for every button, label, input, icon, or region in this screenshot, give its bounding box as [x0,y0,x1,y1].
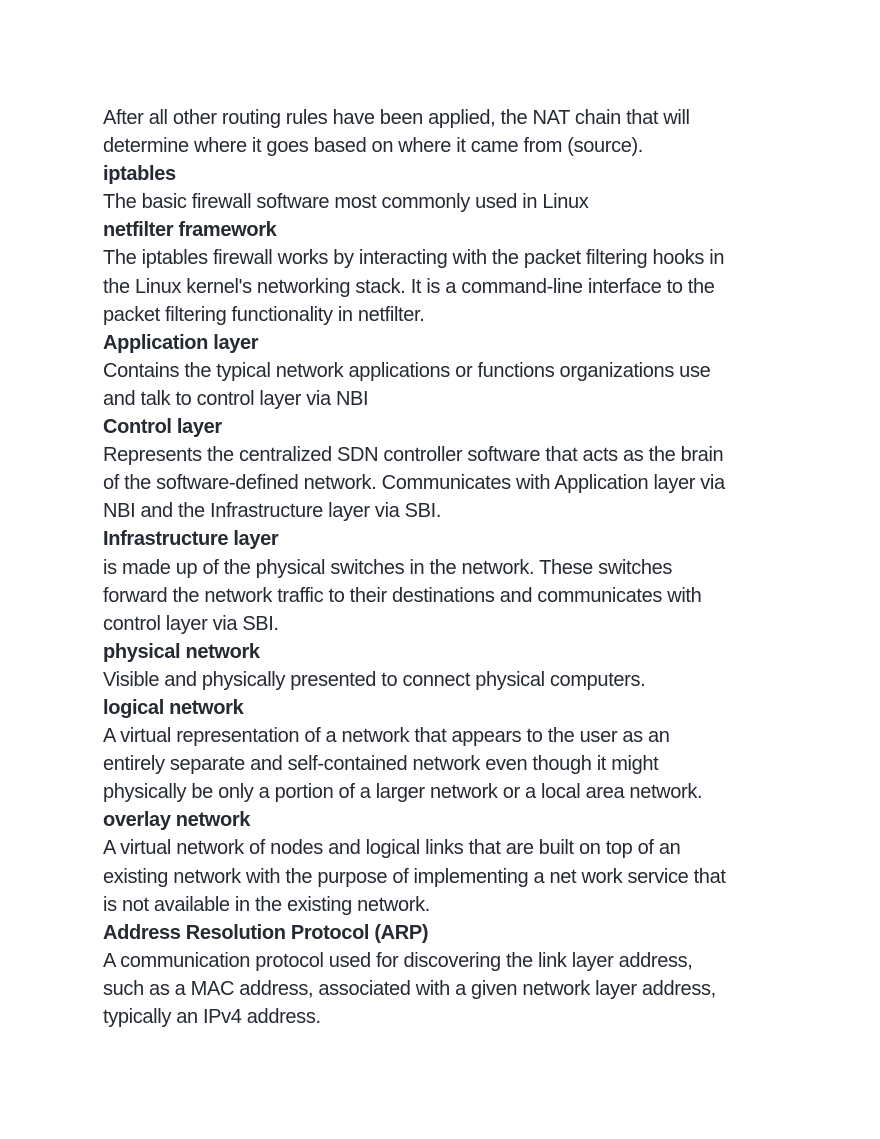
glossary-definition-line: is made up of the physical switches in the network. These switches [103,556,673,579]
intro-text-line: After all other routing rules have been applied, the NAT chain that will [103,107,690,129]
glossary-term: netfilter framework [103,219,277,242]
glossary-definition-line: A communication protocol used for discovering the link layer address, [103,949,693,972]
glossary-definition-line: and talk to control layer via NBI [103,387,369,410]
glossary-definition-line: Represents the centralized SDN controller software that acts as the brain [103,444,724,467]
glossary-definition-line: Contains the typical network applications or functions organizations use [103,359,711,382]
glossary-definition-line: The iptables firewall works by interacting with the packet filtering hooks in [103,247,725,270]
glossary-definition-line: entirely separate and self-contained network even though it might [103,753,659,776]
glossary-term: iptables [103,163,176,186]
glossary-term: overlay network [103,809,251,832]
glossary-document [103,104,803,1031]
glossary-definition-line: NBI and the Infrastructure layer via SBI. [103,500,442,523]
glossary-definition-line: physically be only a portion of a larger network or a local area network. [103,781,703,804]
glossary-definition-line: the Linux kernel's networking stack. It is a command-line interface to the [103,275,715,298]
glossary-definition-line: existing network with the purpose of implementing a net work service that [103,865,726,888]
glossary-term: Control layer [103,416,222,439]
glossary-definition-line: A virtual network of nodes and logical links that are built on top of an [103,837,681,860]
glossary-definition-line: typically an IPv4 address. [103,1006,321,1028]
glossary-definition-line: A virtual representation of a network that appears to the user as an [103,725,670,748]
glossary-definition-line: Visible and physically presented to connect physical computers. [103,668,646,691]
glossary-term: Infrastructure layer [103,528,279,551]
glossary-definition-line: control layer via SBI. [103,612,279,635]
glossary-definition-line: packet filtering functionality in netfilter. [103,303,425,326]
glossary-term: Address Resolution Protocol (ARP) [103,921,429,944]
glossary-definition-line: of the software-defined network. Communicates with Application layer via [103,472,725,495]
glossary-term: logical network [103,696,244,719]
glossary-term: physical network [103,640,260,663]
glossary-definition-line: is not available in the existing network. [103,893,430,916]
intro-text-line: determine where it goes based on where it came from (source). [103,135,644,158]
glossary-definition-line: The basic firewall software most commonly used in Linux [103,191,589,214]
glossary-term: Application layer [103,331,259,354]
glossary-definition-line: such as a MAC address, associated with a given network layer address, [103,977,716,1000]
glossary-definition-line: forward the network traffic to their destinations and communicates with [103,584,702,607]
